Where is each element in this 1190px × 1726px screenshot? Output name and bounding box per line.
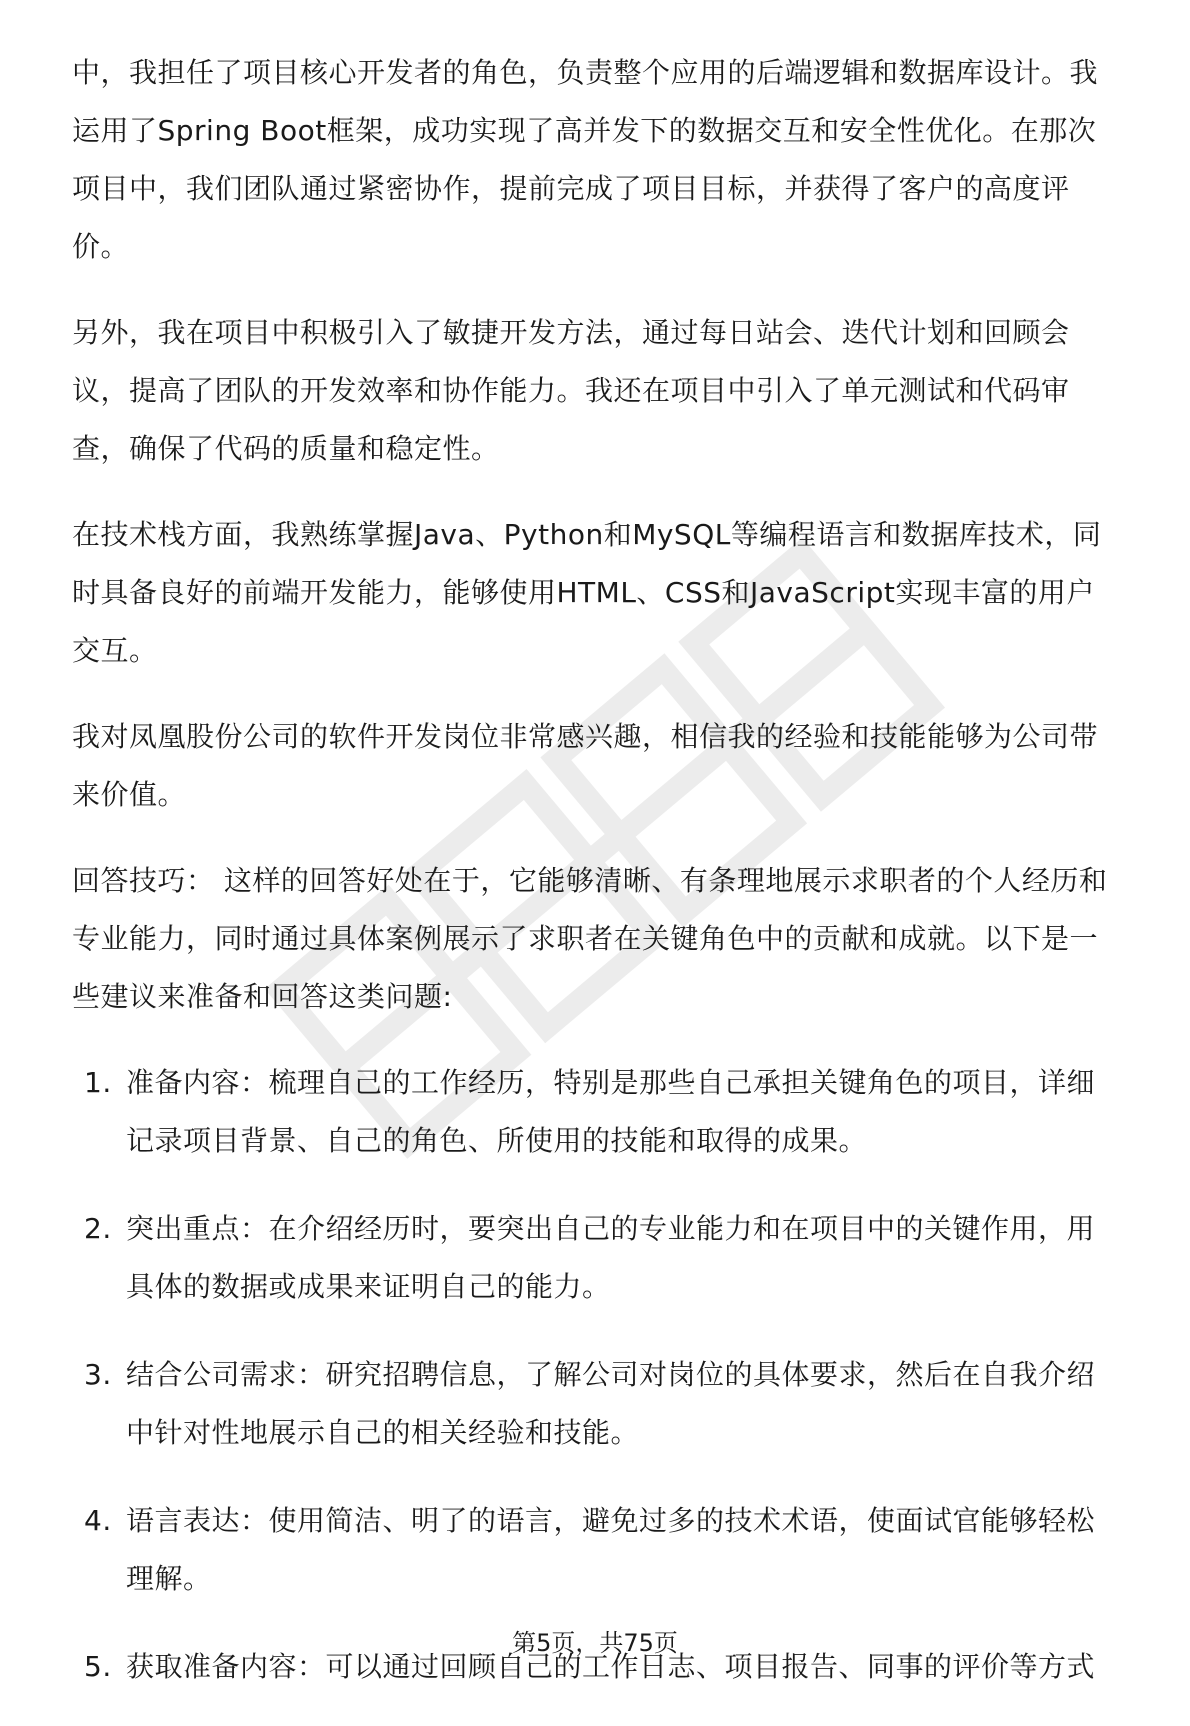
paragraph-tech-stack: 在技术栈方面，我熟练掌握Java、Python和MySQL等编程语言和数据库技术，同时具备良好的前端开发能力，能够使用HTML、CSS和JavaScript实现丰富的用户交互。 [72,518,1102,667]
list-number: 4. [84,1504,112,1537]
page-footer: 第5页，共75页 [512,1629,678,1657]
list-number: 1. [84,1066,112,1099]
list-item-text: 准备内容：梳理自己的工作经历，特别是那些自己承担关键角色的项目，详细记录项目背景、自己的角色、所使用的技能和取得的成果。 [126,1066,1096,1157]
paragraph-project-role: 中，我担任了项目核心开发者的角色，负责整个应用的后端逻辑和数据库设计。我运用了Spring Boot框架，成功实现了高并发下的数据交互和安全性优化。在那次项目中，我们团队通过紧密协作，提前完成了项目目标，并获得了客户的高度评价。 [72,56,1099,263]
list-item-text: 突出重点：在介绍经历时，要突出自己的专业能力和在项目中的关键作用，用具体的数据或成果来证明自己的能力。 [126,1212,1096,1303]
list-item [72,1346,1122,1462]
paragraph-answer-tips: 回答技巧： 这样的回答好处在于，它能够清晰、有条理地展示求职者的个人经历和专业能力，同时通过具体案例展示了求职者在关键角色中的贡献和成就。以下是一些建议来准备和回答这类问题: [72,864,1108,1013]
tips-list [72,1054,1122,1696]
list-number: 3. [84,1358,112,1391]
list-item [72,1054,1122,1170]
list-item [72,1200,1122,1316]
list-number: 5. [84,1650,112,1683]
paragraph-agile: 另外，我在项目中积极引入了敏捷开发方法，通过每日站会、迭代计划和回顾会议，提高了团队的开发效率和协作能力。我还在项目中引入了单元测试和代码审查，确保了代码的质量和稳定性。 [72,316,1070,465]
paragraph-interest: 我对凤凰股份公司的软件开发岗位非常感兴趣，相信我的经验和技能能够为公司带来价值。 [72,720,1099,811]
list-item-text: 获取准备内容：可以通过回顾自己的工作日志、项目报告、同事的评价等方式 [126,1650,1096,1683]
main-content [72,44,1122,1726]
list-item [72,1492,1122,1608]
list-item-text: 语言表达：使用简洁、明了的语言，避免过多的技术术语，使面试官能够轻松理解。 [126,1504,1096,1595]
list-number: 2. [84,1212,112,1245]
list-item-text: 结合公司需求：研究招聘信息，了解公司对岗位的具体要求，然后在自我介绍中针对性地展示自己的相关经验和技能。 [126,1358,1096,1449]
